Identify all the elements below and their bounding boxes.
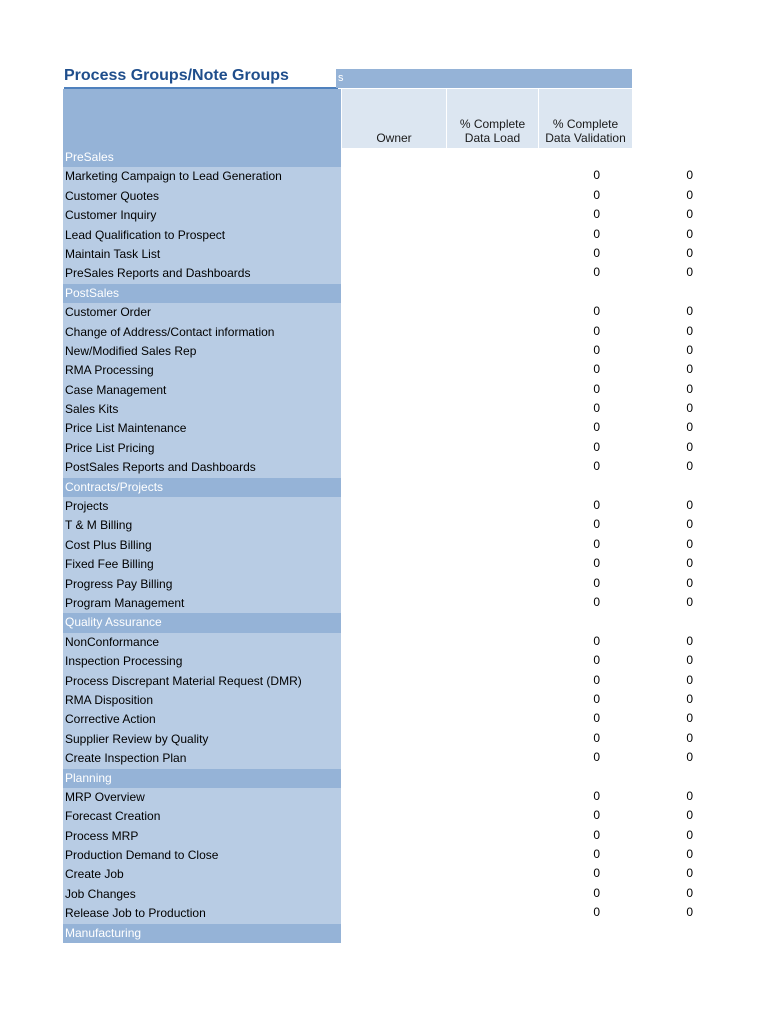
data-load-header-line1: % Complete — [459, 117, 526, 131]
data-validation-percent-cell: 0 — [686, 827, 693, 842]
data-validation-percent-cell: 0 — [686, 304, 693, 319]
data-load-percent-cell: 0 — [593, 226, 600, 241]
process-row — [63, 187, 693, 206]
data-validation-percent-cell: 0 — [686, 420, 693, 435]
data-validation-percent-cell: 0 — [686, 498, 693, 513]
data-load-percent-cell: 0 — [593, 381, 600, 396]
process-row — [63, 594, 693, 613]
data-validation-percent-cell: 0 — [686, 536, 693, 551]
process-label: Corrective Action — [63, 710, 341, 729]
group-name: Manufacturing — [63, 924, 341, 943]
process-row — [63, 400, 693, 419]
process-row — [63, 342, 693, 361]
process-label: Customer Inquiry — [63, 206, 341, 225]
group-header-row — [63, 478, 632, 497]
data-load-percent-cell: 0 — [593, 594, 600, 609]
data-validation-percent-cell: 0 — [686, 187, 693, 202]
group-name: Planning — [63, 769, 341, 788]
data-validation-percent-cell: 0 — [686, 265, 693, 280]
process-label: Fixed Fee Billing — [63, 555, 341, 574]
process-label: Marketing Campaign to Lead Generation — [63, 167, 341, 186]
owner-header-label: Owner — [376, 131, 412, 145]
data-validation-percent-cell: 0 — [686, 517, 693, 532]
process-label: Release Job to Production — [63, 904, 341, 923]
data-load-percent-cell: 0 — [593, 556, 600, 571]
data-load-percent-cell: 0 — [593, 207, 600, 222]
process-row — [63, 536, 693, 555]
process-row — [63, 827, 693, 846]
data-load-percent-cell: 0 — [593, 265, 600, 280]
data-load-percent-cell: 0 — [593, 575, 600, 590]
process-row — [63, 439, 693, 458]
process-label: New/Modified Sales Rep — [63, 342, 341, 361]
data-validation-percent-cell: 0 — [686, 323, 693, 338]
process-label: Forecast Creation — [63, 807, 341, 826]
process-label: T & M Billing — [63, 516, 341, 535]
data-validation-percent-cell: 0 — [686, 905, 693, 920]
process-label: Process Discrepant Material Request (DMR) — [63, 672, 341, 691]
process-label: Customer Order — [63, 303, 341, 322]
process-label: Create Inspection Plan — [63, 749, 341, 768]
data-validation-percent-cell: 0 — [686, 653, 693, 668]
group-header-row — [63, 148, 632, 167]
data-load-percent-cell: 0 — [593, 401, 600, 416]
data-load-percent-cell: 0 — [593, 653, 600, 668]
process-label: Create Job — [63, 865, 341, 884]
process-row — [63, 264, 693, 283]
process-row — [63, 245, 693, 264]
group-name: Contracts/Projects — [63, 478, 341, 497]
data-validation-percent-cell: 0 — [686, 362, 693, 377]
group-name: Quality Assurance — [63, 613, 341, 632]
process-label: Projects — [63, 497, 341, 516]
process-row — [63, 633, 693, 652]
data-validation-percent-cell: 0 — [686, 439, 693, 454]
process-label: Process MRP — [63, 827, 341, 846]
data-load-percent-cell: 0 — [593, 498, 600, 513]
data-load-percent-cell: 0 — [593, 362, 600, 377]
process-row — [63, 904, 693, 923]
data-load-percent-cell: 0 — [593, 691, 600, 706]
data-validation-percent-cell: 0 — [686, 672, 693, 687]
process-row — [63, 807, 693, 826]
process-row — [63, 516, 693, 535]
header-label-cell — [63, 89, 341, 148]
process-label: Progress Pay Billing — [63, 575, 341, 594]
process-label: Supplier Review by Quality — [63, 730, 341, 749]
data-load-percent-cell: 0 — [593, 905, 600, 920]
process-label: Lead Qualification to Prospect — [63, 226, 341, 245]
data-validation-percent-cell: 0 — [686, 342, 693, 357]
data-load-percent-cell: 0 — [593, 459, 600, 474]
data-load-percent-cell: 0 — [593, 750, 600, 765]
data-validation-percent-cell: 0 — [686, 381, 693, 396]
data-load-percent-cell: 0 — [593, 517, 600, 532]
data-validation-header-line2: Data Validation — [545, 131, 626, 145]
process-row — [63, 885, 693, 904]
data-validation-percent-cell: 0 — [686, 711, 693, 726]
data-load-percent-cell: 0 — [593, 711, 600, 726]
process-row — [63, 672, 693, 691]
process-row — [63, 458, 693, 477]
data-load-percent-cell: 0 — [593, 420, 600, 435]
data-validation-percent-cell: 0 — [686, 691, 693, 706]
data-load-percent-cell: 0 — [593, 323, 600, 338]
process-row — [63, 575, 693, 594]
process-row — [63, 652, 693, 671]
data-validation-percent-cell: 0 — [686, 885, 693, 900]
data-load-percent-cell: 0 — [593, 536, 600, 551]
process-row — [63, 730, 693, 749]
process-row — [63, 206, 693, 225]
process-row — [63, 865, 693, 884]
data-validation-percent-cell: 0 — [686, 556, 693, 571]
data-load-percent-cell: 0 — [593, 808, 600, 823]
data-load-percent-cell: 0 — [593, 168, 600, 183]
process-label: Job Changes — [63, 885, 341, 904]
process-label: Price List Maintenance — [63, 419, 341, 438]
process-row — [63, 749, 693, 768]
data-load-percent-cell: 0 — [593, 788, 600, 803]
group-header-row — [63, 284, 632, 303]
data-validation-percent-cell: 0 — [686, 245, 693, 260]
process-row — [63, 419, 693, 438]
data-validation-percent-cell: 0 — [686, 788, 693, 803]
data-load-percent-cell: 0 — [593, 885, 600, 900]
data-load-percent-cell: 0 — [593, 439, 600, 454]
data-load-header-line2: Data Load — [464, 131, 521, 145]
process-label: Change of Address/Contact information — [63, 323, 341, 342]
data-load-percent-cell: 0 — [593, 245, 600, 260]
data-validation-header-line1: % Complete — [552, 117, 619, 131]
page-title: Process Groups/Note Groups — [64, 65, 338, 89]
process-row — [63, 361, 693, 380]
process-label: Customer Quotes — [63, 187, 341, 206]
process-row — [63, 303, 693, 322]
process-label: Program Management — [63, 594, 341, 613]
data-validation-percent-cell: 0 — [686, 459, 693, 474]
data-validation-percent-cell: 0 — [686, 401, 693, 416]
data-validation-percent-cell: 0 — [686, 750, 693, 765]
data-load-percent-cell: 0 — [593, 866, 600, 881]
data-load-percent-cell: 0 — [593, 730, 600, 745]
header-strip: s — [336, 69, 632, 88]
data-load-percent-cell: 0 — [593, 633, 600, 648]
process-label: PostSales Reports and Dashboards — [63, 458, 341, 477]
data-validation-percent-cell: 0 — [686, 168, 693, 183]
process-row — [63, 167, 693, 186]
group-name: PostSales — [63, 284, 341, 303]
process-row — [63, 846, 693, 865]
data-load-percent-cell: 0 — [593, 187, 600, 202]
process-label: Price List Pricing — [63, 439, 341, 458]
process-label: MRP Overview — [63, 788, 341, 807]
data-load-percent-cell: 0 — [593, 672, 600, 687]
process-label: Cost Plus Billing — [63, 536, 341, 555]
data-validation-percent-cell: 0 — [686, 575, 693, 590]
process-row — [63, 226, 693, 245]
process-row — [63, 788, 693, 807]
process-label: Maintain Task List — [63, 245, 341, 264]
data-validation-percent-cell: 0 — [686, 808, 693, 823]
data-validation-percent-cell: 0 — [686, 207, 693, 222]
process-row — [63, 691, 693, 710]
group-header-row — [63, 769, 632, 788]
process-row — [63, 381, 693, 400]
column-header-data-validation — [538, 89, 632, 148]
process-label: Inspection Processing — [63, 652, 341, 671]
data-validation-percent-cell: 0 — [686, 226, 693, 241]
process-label: RMA Disposition — [63, 691, 341, 710]
group-header-row — [63, 924, 632, 943]
data-validation-percent-cell: 0 — [686, 594, 693, 609]
process-label: RMA Processing — [63, 361, 341, 380]
process-label: Case Management — [63, 381, 341, 400]
data-validation-percent-cell: 0 — [686, 730, 693, 745]
process-row — [63, 710, 693, 729]
process-label: Sales Kits — [63, 400, 341, 419]
data-load-percent-cell: 0 — [593, 847, 600, 862]
data-validation-percent-cell: 0 — [686, 866, 693, 881]
process-row — [63, 497, 693, 516]
process-row — [63, 555, 693, 574]
column-header-owner — [341, 89, 446, 148]
data-load-percent-cell: 0 — [593, 304, 600, 319]
column-header-data-load — [446, 89, 538, 148]
process-label: Production Demand to Close — [63, 846, 341, 865]
process-row — [63, 323, 693, 342]
group-header-row — [63, 613, 632, 632]
process-label: PreSales Reports and Dashboards — [63, 264, 341, 283]
data-validation-percent-cell: 0 — [686, 847, 693, 862]
process-table — [63, 148, 693, 943]
data-validation-percent-cell: 0 — [686, 633, 693, 648]
process-label: NonConformance — [63, 633, 341, 652]
data-load-percent-cell: 0 — [593, 827, 600, 842]
group-name: PreSales — [63, 148, 341, 167]
data-load-percent-cell: 0 — [593, 342, 600, 357]
